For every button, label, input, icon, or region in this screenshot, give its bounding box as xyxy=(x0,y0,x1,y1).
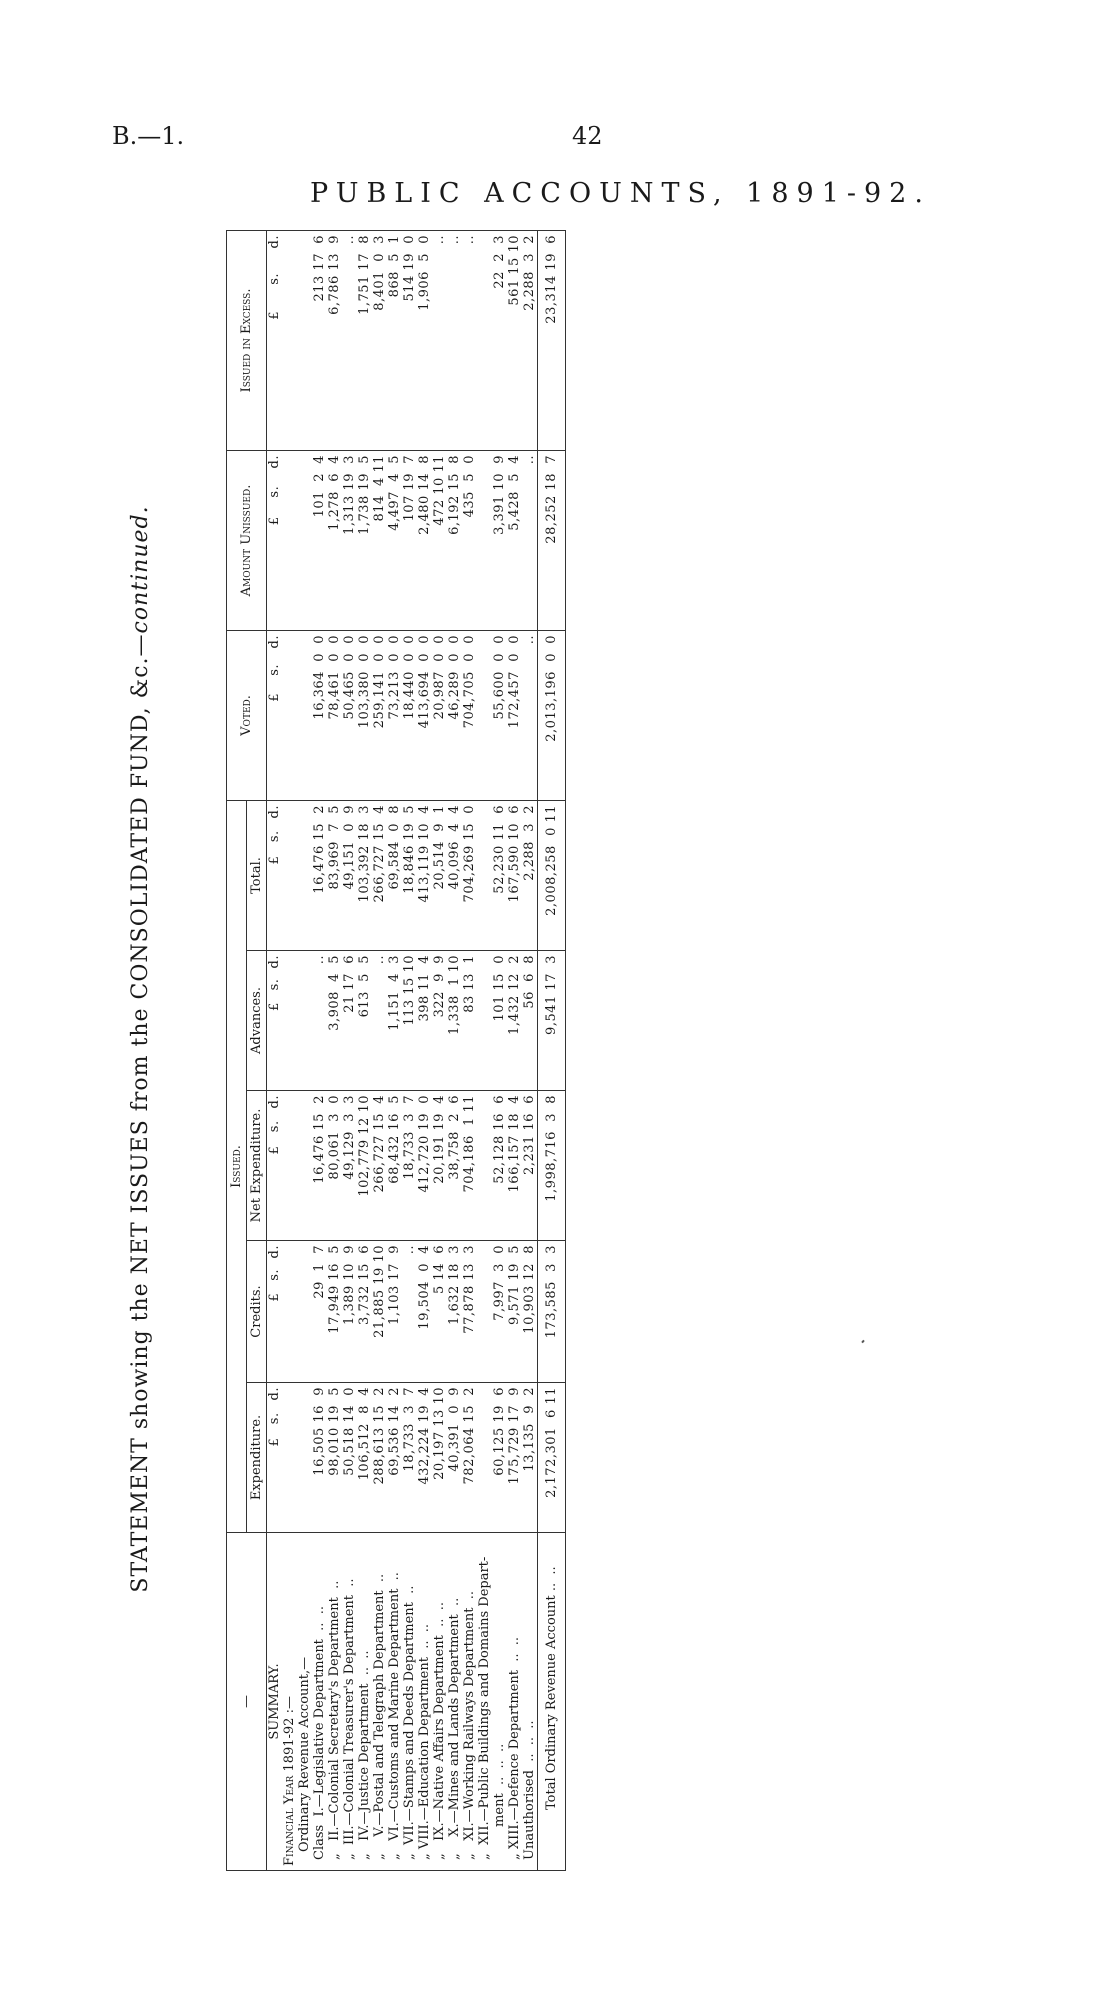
label-column-header: — xyxy=(227,1533,267,1871)
issued-in-excess-cell: 1,906 5 0 xyxy=(417,230,432,450)
units-cell xyxy=(267,1091,283,1241)
total-cell: 2,288 3 2 xyxy=(522,800,538,950)
row-label: „ X.—Mines and Lands Department .. xyxy=(447,1533,462,1871)
voted-cell: 103,380 0 0 xyxy=(357,630,372,800)
credits-cell: 1,103 17 9 xyxy=(387,1241,402,1383)
total-cell: 83,969 7 5 xyxy=(327,800,342,950)
unit-label: s. xyxy=(267,485,282,498)
advances-cell: .. xyxy=(312,951,327,1091)
units-row xyxy=(267,230,283,1870)
financial-year-label: Financial Year 1891-92 :— xyxy=(282,1533,297,1871)
expenditure-cell: 432,224 19 4 xyxy=(417,1383,432,1533)
unit-label: d. xyxy=(267,1245,282,1259)
unit-label: £ xyxy=(267,692,282,702)
amount-unissued-cell: 435 5 0 xyxy=(462,450,477,630)
table-row xyxy=(387,230,402,1870)
table-row xyxy=(492,230,507,1870)
advances-cell: .. xyxy=(372,951,387,1091)
row-label: ment .. .. .. xyxy=(492,1533,507,1871)
credits-cell: 173,585 3 3 xyxy=(538,1241,566,1383)
units-cell xyxy=(267,951,283,1091)
financial-year-row xyxy=(282,230,297,1870)
voted-cell: 2,013,196 0 0 xyxy=(538,630,566,800)
net-expenditure-cell: 16,476 15 2 xyxy=(312,1091,327,1241)
net-expenditure-cell: 1,998,716 3 8 xyxy=(538,1091,566,1241)
expenditure-cell: 13,135 9 2 xyxy=(522,1383,538,1533)
unit-label: £ xyxy=(267,1437,282,1447)
table-row xyxy=(417,230,432,1870)
advances-cell: 1,432 12 2 xyxy=(507,951,522,1091)
net-expenditure-cell: 166,157 18 4 xyxy=(507,1091,522,1241)
unit-label: £ xyxy=(267,1292,282,1302)
amount-unissued-cell: 1,313 19 3 xyxy=(342,450,357,630)
advances-cell: 398 11 4 xyxy=(417,951,432,1091)
unit-label: d. xyxy=(267,955,282,969)
amount-unissued-cell: 101 2 4 xyxy=(312,450,327,630)
advances-cell: 3,908 4 5 xyxy=(327,951,342,1091)
advances-cell: 56 6 8 xyxy=(522,951,538,1091)
credits-cell: 17,949 16 5 xyxy=(327,1241,342,1383)
total-cell: 69,584 0 8 xyxy=(387,800,402,950)
credits-cell: 29 1 7 xyxy=(312,1241,327,1383)
advances-cell: 322 9 9 xyxy=(432,951,447,1091)
table-row xyxy=(342,230,357,1870)
table-row xyxy=(477,230,492,1870)
statement-title: STATEMENT showing the NET ISSUES from the CONSOLIDATED FUND, &c.—continued. xyxy=(128,505,153,1593)
voted-cell xyxy=(477,630,492,800)
unit-label: £ xyxy=(267,516,282,526)
issued-in-excess-cell: 561 15 10 xyxy=(507,230,522,450)
advances-cell: 83 13 1 xyxy=(462,951,477,1091)
issued-in-excess-cell: 213 17 6 xyxy=(312,230,327,450)
table-row xyxy=(432,230,447,1870)
net-expenditure-header: Net Expenditure. xyxy=(247,1091,267,1241)
net-expenditure-cell: 704,186 1 11 xyxy=(462,1091,477,1241)
issued-in-excess-cell xyxy=(477,230,492,450)
expenditure-cell: 60,125 19 6 xyxy=(492,1383,507,1533)
credits-cell: 9,571 19 5 xyxy=(507,1241,522,1383)
voted-cell: 16,364 0 0 xyxy=(312,630,327,800)
expenditure-header: Expenditure. xyxy=(247,1383,267,1533)
advances-cell: 101 15 0 xyxy=(492,951,507,1091)
expenditure-cell: 18,733 3 7 xyxy=(402,1383,417,1533)
unit-label: d. xyxy=(267,804,282,819)
issued-in-excess-cell: 23,314 19 6 xyxy=(538,230,566,450)
expenditure-cell: 288,613 15 2 xyxy=(372,1383,387,1533)
issued-in-excess-cell: 868 5 1 xyxy=(387,230,402,450)
voted-header: Voted. xyxy=(227,630,267,800)
table-row xyxy=(462,230,477,1870)
amount-unissued-cell: 28,252 18 7 xyxy=(538,450,566,630)
voted-cell: 704,705 0 0 xyxy=(462,630,477,800)
unit-label: s. xyxy=(267,663,282,676)
row-label: „ XII.—Public Buildings and Domains Depart- xyxy=(477,1533,492,1871)
unit-label: d. xyxy=(267,1095,282,1109)
issued-in-excess-cell: .. xyxy=(462,230,477,450)
net-expenditure-cell: 38,758 2 6 xyxy=(447,1091,462,1241)
table-body xyxy=(267,230,566,1870)
row-label: „ XIII.—Defence Department .. .. xyxy=(507,1533,522,1871)
issued-in-excess-header: Issued in Excess. xyxy=(227,230,267,450)
credits-cell: 19,504 0 4 xyxy=(417,1241,432,1383)
row-label: Unauthorised .. .. .. xyxy=(522,1533,538,1871)
unit-label: £ xyxy=(267,310,282,320)
issued-in-excess-cell: .. xyxy=(432,230,447,450)
issued-in-excess-cell: .. xyxy=(342,230,357,450)
amount-unissued-cell: 4,497 4 5 xyxy=(387,450,402,630)
ordinary-account-label: Ordinary Revenue Account,— xyxy=(297,1533,312,1871)
advances-cell: 1,151 4 3 xyxy=(387,951,402,1091)
issued-in-excess-cell: 2,288 3 2 xyxy=(522,230,538,450)
issued-in-excess-cell: 514 19 0 xyxy=(402,230,417,450)
issued-in-excess-cell: 22 2 3 xyxy=(492,230,507,450)
page-number: 42 xyxy=(572,122,603,150)
credits-cell: 3,732 15 6 xyxy=(357,1241,372,1383)
issued-in-excess-cell: .. xyxy=(447,230,462,450)
rotated-statement xyxy=(128,224,628,1874)
amount-unissued-cell: .. xyxy=(522,450,538,630)
total-cell: 2,008,258 0 11 xyxy=(538,800,566,950)
advances-cell: 1,338 1 10 xyxy=(447,951,462,1091)
credits-cell: 5 14 6 xyxy=(432,1241,447,1383)
total-cell: 413,119 10 4 xyxy=(417,800,432,950)
credits-cell: 1,632 18 3 xyxy=(447,1241,462,1383)
total-cell: 52,230 11 6 xyxy=(492,800,507,950)
credits-cell: 10,903 12 8 xyxy=(522,1241,538,1383)
amount-unissued-cell: 1,738 19 5 xyxy=(357,450,372,630)
unit-label: £ xyxy=(267,1145,282,1155)
page-title: PUBLIC ACCOUNTS, 1891-92. xyxy=(310,178,931,209)
amount-unissued-cell: 6,192 15 8 xyxy=(447,450,462,630)
unit-label: d. xyxy=(267,634,282,649)
issued-in-excess-cell: 8,401 0 3 xyxy=(372,230,387,450)
unit-label: s. xyxy=(267,978,282,991)
table-row xyxy=(327,230,342,1870)
row-label: „ XI.—Working Railways Department .. xyxy=(462,1533,477,1871)
voted-cell: 46,289 0 0 xyxy=(447,630,462,800)
total-cell: 20,514 9 1 xyxy=(432,800,447,950)
unit-label: s. xyxy=(267,830,282,843)
advances-cell: 9,541 17 3 xyxy=(538,951,566,1091)
table-row xyxy=(357,230,372,1870)
credits-cell: 1,389 10 9 xyxy=(342,1241,357,1383)
ordinary-account-row xyxy=(297,230,312,1870)
voted-cell: 78,461 0 0 xyxy=(327,630,342,800)
row-label: Class I.—Legislative Department .. .. xyxy=(312,1533,327,1871)
credits-cell: .. xyxy=(402,1241,417,1383)
net-expenditure-cell: 2,231 16 6 xyxy=(522,1091,538,1241)
units-cell xyxy=(267,1383,283,1533)
advances-cell: 113 15 10 xyxy=(402,951,417,1091)
total-cell: 266,727 15 4 xyxy=(372,800,387,950)
unit-label: £ xyxy=(267,1002,282,1011)
row-label: „ V.—Postal and Telegraph Department .. xyxy=(372,1533,387,1871)
amount-unissued-cell: 472 10 11 xyxy=(432,450,447,630)
unit-label: d. xyxy=(267,1387,282,1401)
stray-mark xyxy=(861,1340,864,1344)
units-cell xyxy=(267,450,283,630)
row-label: „ III.—Colonial Treasurer's Department .. xyxy=(342,1533,357,1871)
issued-in-excess-cell: 1,751 17 8 xyxy=(357,230,372,450)
amount-unissued-cell: 1,278 6 4 xyxy=(327,450,342,630)
advances-header: Advances. xyxy=(247,951,267,1091)
net-expenditure-cell: 266,727 15 4 xyxy=(372,1091,387,1241)
amount-unissued-cell: 2,480 14 8 xyxy=(417,450,432,630)
advances-cell: 613 5 5 xyxy=(357,951,372,1091)
total-header: Total. xyxy=(247,800,267,950)
amount-unissued-cell: 3,391 10 9 xyxy=(492,450,507,630)
expenditure-cell: 20,197 13 10 xyxy=(432,1383,447,1533)
total-cell xyxy=(477,800,492,950)
net-expenditure-cell xyxy=(477,1091,492,1241)
total-cell: 16,476 15 2 xyxy=(312,800,327,950)
table-row xyxy=(312,230,327,1870)
amount-unissued-cell: 814 4 11 xyxy=(372,450,387,630)
voted-cell: 50,465 0 0 xyxy=(342,630,357,800)
total-cell: 103,392 18 3 xyxy=(357,800,372,950)
total-cell: 704,269 15 0 xyxy=(462,800,477,950)
row-label: Total Ordinary Revenue Account .. .. xyxy=(538,1533,566,1871)
row-label: „ II.—Colonial Secretary's Department .. xyxy=(327,1533,342,1871)
amount-unissued-cell xyxy=(477,450,492,630)
expenditure-cell: 106,512 8 4 xyxy=(357,1383,372,1533)
voted-cell: 259,141 0 0 xyxy=(372,630,387,800)
credits-header: Credits. xyxy=(247,1241,267,1383)
row-label: „ VI.—Customs and Marine Department .. xyxy=(387,1533,402,1871)
table-row xyxy=(447,230,462,1870)
expenditure-cell: 782,064 15 2 xyxy=(462,1383,477,1533)
amount-unissued-header: Amount Unissued. xyxy=(227,450,267,630)
credits-cell: 77,878 13 3 xyxy=(462,1241,477,1383)
net-expenditure-cell: 49,129 3 3 xyxy=(342,1091,357,1241)
credits-cell: 21,885 19 10 xyxy=(372,1241,387,1383)
voted-cell: 172,457 0 0 xyxy=(507,630,522,800)
summary-heading: SUMMARY. xyxy=(267,1533,283,1871)
unit-label: s. xyxy=(267,1268,282,1281)
table-row xyxy=(522,230,538,1870)
unit-label: d. xyxy=(267,454,282,469)
net-expenditure-cell: 102,779 12 10 xyxy=(357,1091,372,1241)
net-expenditure-cell: 80,061 3 0 xyxy=(327,1091,342,1241)
advances-cell xyxy=(477,951,492,1091)
net-expenditure-cell: 68,432 16 5 xyxy=(387,1091,402,1241)
net-expenditure-cell: 20,191 19 4 xyxy=(432,1091,447,1241)
voted-cell: 55,600 0 0 xyxy=(492,630,507,800)
document-reference: B.—1. xyxy=(112,122,185,150)
expenditure-cell: 40,391 0 9 xyxy=(447,1383,462,1533)
expenditure-cell: 69,536 14 2 xyxy=(387,1383,402,1533)
row-label: „ IX.—Native Affairs Department .. .. xyxy=(432,1533,447,1871)
amount-unissued-cell: 5,428 5 4 xyxy=(507,450,522,630)
voted-cell: 18,440 0 0 xyxy=(402,630,417,800)
voted-cell: 413,694 0 0 xyxy=(417,630,432,800)
advances-cell: 21 17 6 xyxy=(342,951,357,1091)
unit-label: £ xyxy=(267,855,282,865)
unit-label: s. xyxy=(267,1412,282,1425)
net-issues-table xyxy=(226,230,566,1871)
voted-cell: 20,987 0 0 xyxy=(432,630,447,800)
expenditure-cell: 2,172,301 6 11 xyxy=(538,1383,566,1533)
total-row xyxy=(538,230,566,1870)
units-cell xyxy=(267,800,283,950)
total-cell: 18,846 19 5 xyxy=(402,800,417,950)
issued-in-excess-cell: 6,786 13 9 xyxy=(327,230,342,450)
total-cell: 49,151 0 9 xyxy=(342,800,357,950)
row-label: „ VII.—Stamps and Deeds Department .. xyxy=(402,1533,417,1871)
units-cell xyxy=(267,230,283,450)
expenditure-cell xyxy=(477,1383,492,1533)
net-expenditure-cell: 18,733 3 7 xyxy=(402,1091,417,1241)
expenditure-cell: 98,010 19 5 xyxy=(327,1383,342,1533)
total-cell: 40,096 4 4 xyxy=(447,800,462,950)
expenditure-cell: 50,518 14 0 xyxy=(342,1383,357,1533)
units-cell xyxy=(267,630,283,800)
total-cell: 167,590 10 6 xyxy=(507,800,522,950)
unit-label: s. xyxy=(267,272,282,285)
credits-cell: 7,997 3 0 xyxy=(492,1241,507,1383)
net-expenditure-cell: 52,128 16 6 xyxy=(492,1091,507,1241)
voted-cell: .. xyxy=(522,630,538,800)
voted-cell: 73,213 0 0 xyxy=(387,630,402,800)
expenditure-cell: 16,505 16 9 xyxy=(312,1383,327,1533)
units-cell xyxy=(267,1241,283,1383)
row-label: „ VIII.—Education Department .. .. xyxy=(417,1533,432,1871)
net-expenditure-cell: 412,720 19 0 xyxy=(417,1091,432,1241)
issued-header: Issued. xyxy=(227,800,247,1532)
amount-unissued-cell: 107 19 7 xyxy=(402,450,417,630)
unit-label: s. xyxy=(267,1120,282,1133)
unit-label: d. xyxy=(267,234,282,249)
table-row xyxy=(372,230,387,1870)
credits-cell xyxy=(477,1241,492,1383)
expenditure-cell: 175,729 17 9 xyxy=(507,1383,522,1533)
table-row xyxy=(402,230,417,1870)
table-row xyxy=(507,230,522,1870)
row-label: „ IV.—Justice Department .. .. xyxy=(357,1533,372,1871)
